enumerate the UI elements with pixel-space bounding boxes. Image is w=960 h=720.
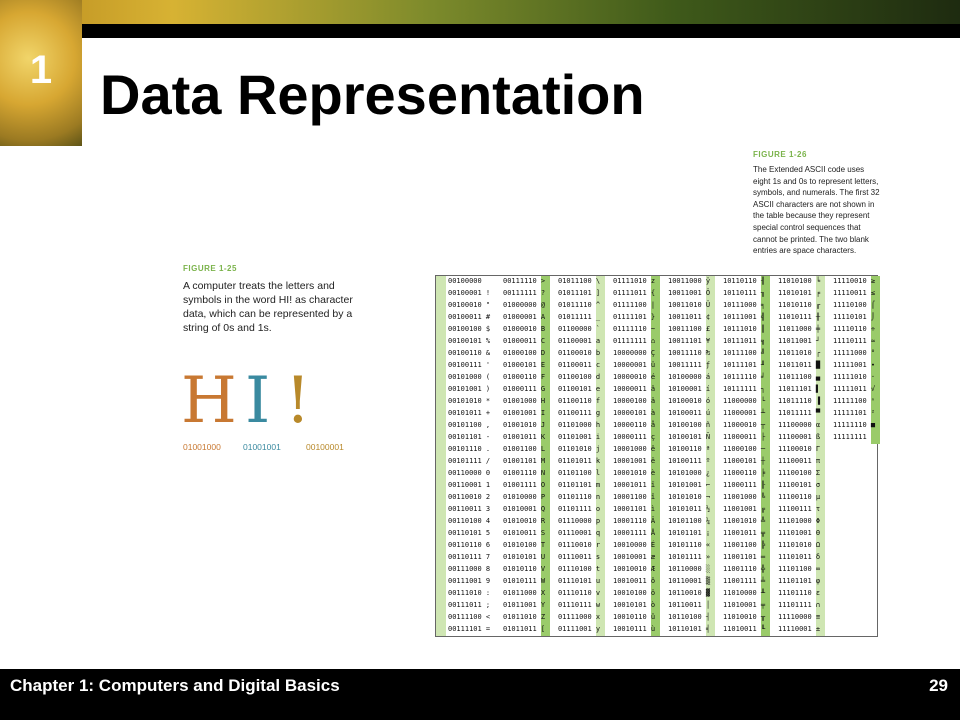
ascii-entry: 10100001 í [668,385,711,393]
ascii-entry: 11001000 ╚ [723,493,766,501]
ascii-entry: 11110111 ≈ [833,337,876,345]
figure-caption: A computer treats the letters and symbols in the word HI! as character data, which can be represented by a string of 0s and 1s. [183,280,353,334]
ascii-entry: 11100101 σ [778,481,821,489]
ascii-entry: 11100000 α [778,421,821,429]
ascii-column [721,276,776,636]
ascii-entry: 00111010 : [448,589,491,597]
ascii-entry: 01100011 c [558,361,601,369]
ascii-entry: 11010110 ╓ [778,301,821,309]
ascii-entry: 01000001 A [503,313,546,321]
ascii-entry: 00100001 ! [448,289,491,297]
ascii-entry: 00111100 < [448,613,491,621]
ascii-entry: 11110101 ⌡ [833,313,876,321]
ascii-entry: 10100110 ª [668,445,711,453]
ascii-entry: 11111111 [833,433,867,441]
slide-title: Data Representation [100,63,645,126]
ascii-entry: 11100111 τ [778,505,821,513]
ascii-entry: 11001011 ╦ [723,529,766,537]
ascii-entry: 11101110 ε [778,589,821,597]
letter-i: I [245,364,271,438]
ascii-entry: 01001110 N [503,469,546,477]
ascii-column [611,276,666,636]
ascii-entry: 10111010 ║ [723,325,766,333]
ascii-entry: 11101101 φ [778,577,821,585]
ascii-entry: 01110100 t [558,565,601,573]
header-bar [80,24,960,38]
ascii-entry: 01010000 P [503,493,546,501]
ascii-entry: 00111001 9 [448,577,491,585]
ascii-entry: 01001101 M [503,457,546,465]
ascii-entry: 10110101 ╡ [668,625,711,633]
ascii-entry: 10000101 à [613,409,656,417]
ascii-entry: 01010110 V [503,565,546,573]
ascii-entry: 11000011 ├ [723,433,766,441]
ascii-entry: 01101000 h [558,421,601,429]
ascii-entry: 11000000 └ [723,397,766,405]
ascii-entry: 10101010 ¬ [668,493,711,501]
ascii-entry: 00111101 = [448,625,491,633]
ascii-entry: 10000111 ç [613,433,656,441]
ascii-entry: 10111111 ┐ [723,385,766,393]
ascii-table [435,275,878,637]
ascii-entry: 01111011 { [613,289,656,297]
ascii-entry: 00111011 ; [448,601,491,609]
ascii-entry: 01100110 f [558,397,601,405]
ascii-entry: 10001100 î [613,493,656,501]
ascii-entry: 10100010 ó [668,397,711,405]
ascii-entry: 10000001 ü [613,361,656,369]
ascii-entry: 01011101 ] [558,289,601,297]
bits-exclamation: 00100001 [306,442,344,452]
ascii-entry: 11101000 Φ [778,517,821,525]
ascii-entry: 10011001 Ö [668,289,711,297]
ascii-entry: 10100000 á [668,373,711,381]
ascii-entry: 00100011 # [448,313,491,321]
ascii-entry: 11011101 ▌ [778,385,821,393]
ascii-entry: 01111110 ~ [613,325,656,333]
ascii-entry: 11111011 √ [833,385,876,393]
ascii-entry: 01011010 Z [503,613,546,621]
ascii-entry: 01000101 E [503,361,546,369]
ascii-entry: 11011011 █ [778,361,821,369]
ascii-entry: 10010101 ò [613,601,656,609]
ascii-entry: 01010001 Q [503,505,546,513]
ascii-entry: 10111101 ╜ [723,361,766,369]
ascii-entry: 10010010 Æ [613,565,656,573]
ascii-entry: 00110011 3 [448,505,491,513]
ascii-entry: 01010101 U [503,553,546,561]
ascii-entry: 01110011 s [558,553,601,561]
figure-1-26 [753,150,883,257]
ascii-entry: 11001010 ╩ [723,517,766,525]
ascii-entry: 00110100 4 [448,517,491,525]
footer-chapter-title: Chapter 1: Computers and Digital Basics [10,676,340,695]
ascii-entry: 01001010 J [503,421,546,429]
letter-h: H [181,364,237,438]
column-stripe [436,276,446,636]
bits-i: 01001001 [243,442,281,452]
ascii-entry: 10101101 ¡ [668,529,711,537]
ascii-entry: 10010011 ô [613,577,656,585]
ascii-entry: 00101011 + [448,409,491,417]
ascii-entry: 01110000 p [558,517,601,525]
ascii-entry: 11011010 ┌ [778,349,821,357]
ascii-entry: 11010000 ╨ [723,589,766,597]
ascii-entry: 11111000 ° [833,349,876,357]
ascii-entry: 11111101 ² [833,409,876,417]
ascii-entry: 01001000 H [503,397,546,405]
ascii-entry: 11101010 Ω [778,541,821,549]
ascii-entry: 11010101 ╒ [778,289,821,297]
ascii-entry: 01011110 ^ [558,301,601,309]
ascii-entry: 11110001 ± [778,625,821,633]
ascii-entry: 01011011 [ [503,625,546,633]
ascii-entry: 01001001 I [503,409,546,417]
ascii-entry: 10100100 ñ [668,421,711,429]
ascii-entry: 10001011 ï [613,481,656,489]
ascii-entry: 11101011 δ [778,553,821,561]
ascii-entry: 00110110 6 [448,541,491,549]
ascii-entry: 01100001 a [558,337,601,345]
ascii-entry: 01101111 o [558,505,601,513]
ascii-entry: 10011110 ₧ [668,349,711,357]
ascii-entry: 11011110 ▐ [778,397,821,405]
ascii-column [666,276,721,636]
ascii-entry: 00110000 0 [448,469,491,477]
ascii-entry: 01000110 F [503,373,546,381]
ascii-entry: 11010111 ╫ [778,313,821,321]
ascii-entry: 01110010 r [558,541,601,549]
ascii-entry: 11111110 ■ [833,421,876,429]
ascii-entry: 01100000 ` [558,325,601,333]
ascii-entry: 00110010 2 [448,493,491,501]
ascii-entry: 11001110 ╬ [723,565,766,573]
ascii-column [831,276,886,636]
ascii-entry: 01110101 u [558,577,601,585]
ascii-entry: 00101110 . [448,445,491,453]
ascii-entry: 00101010 * [448,397,491,405]
ascii-entry: 00111110 > [503,277,546,285]
ascii-entry: 01010100 T [503,541,546,549]
ascii-entry: 11010011 ╙ [723,625,766,633]
figure-caption: The Extended ASCII code uses eight 1s and 0s to represent letters, symbols, and numerals. The first 32 ASCII characters are not shown in the table because they represent special control sequences that cannot be printed. The two blank entries are space characters. [753,165,880,256]
ascii-entry: 00111111 ? [503,289,546,297]
ascii-entry: 11110011 ≤ [833,289,876,297]
ascii-entry: 11101100 ∞ [778,565,821,573]
ascii-entry: 01001111 O [503,481,546,489]
ascii-entry: 01111000 x [558,613,601,621]
ascii-entry: 10101111 » [668,553,711,561]
ascii-entry: 11011000 ╪ [778,325,821,333]
ascii-entry: 00100110 & [448,349,491,357]
figure-label: FIGURE 1-26 [753,150,807,159]
ascii-entry: 01111001 y [558,625,601,633]
ascii-entry: 11100100 Σ [778,469,821,477]
ascii-column [556,276,611,636]
ascii-entry: 11110100 ⌠ [833,301,876,309]
ascii-entry: 01111100 | [613,301,656,309]
ascii-entry: 11111010 · [833,373,876,381]
ascii-entry: 01010011 S [503,529,546,537]
ascii-entry: 10111001 ╣ [723,313,766,321]
ascii-entry: 01111111 ⌂ [613,337,656,345]
ascii-entry: 01000010 B [503,325,546,333]
ascii-entry: 01000100 D [503,349,546,357]
ascii-entry: 10000011 â [613,385,656,393]
ascii-entry: 11110110 ÷ [833,325,876,333]
ascii-entry: 10101000 ¿ [668,469,711,477]
ascii-entry: 01110111 w [558,601,601,609]
ascii-entry: 10011111 ƒ [668,361,711,369]
ascii-entry: 11000110 ╞ [723,469,766,477]
ascii-entry: 00110101 5 [448,529,491,537]
ascii-entry: 01011100 \ [558,277,601,285]
ascii-entry: 11100110 µ [778,493,821,501]
ascii-entry: 10010110 û [613,613,656,621]
ascii-entry: 00101100 , [448,421,491,429]
ascii-entry: 10110010 ▓ [668,589,711,597]
ascii-entry: 10001001 ë [613,457,656,465]
ascii-entry: 10110110 ╢ [723,277,766,285]
ascii-entry: 00110001 1 [448,481,491,489]
ascii-entry: 11001100 ╠ [723,541,766,549]
ascii-entry: 10011100 £ [668,325,711,333]
ascii-entry: 10010111 ù [613,625,656,633]
ascii-entry: 01101101 m [558,481,601,489]
ascii-entry: 00101001 ) [448,385,491,393]
ascii-entry: 01010111 W [503,577,546,585]
ascii-entry: 10100101 Ñ [668,433,711,441]
ascii-entry: 11010010 ╥ [723,613,766,621]
ascii-entry: 10001000 ê [613,445,656,453]
ascii-entry: 11000010 ┬ [723,421,766,429]
ascii-entry: 10110100 ┤ [668,613,711,621]
ascii-entry: 11010100 ╘ [778,277,821,285]
bits-h: 01001000 [183,442,221,452]
ascii-entry: 11100011 π [778,457,821,465]
ascii-entry: 11010001 ╤ [723,601,766,609]
ascii-entry: 11000001 ┴ [723,409,766,417]
ascii-entry: 00100010 " [448,301,491,309]
ascii-entry: 10011101 ¥ [668,337,711,345]
ascii-entry: 11001111 ╧ [723,577,766,585]
ascii-entry: 01000000 @ [503,301,546,309]
ascii-entry: 00101101 - [448,433,491,441]
ascii-entry: 11001101 ═ [723,553,766,561]
ascii-entry: 00111000 8 [448,565,491,573]
ascii-entry: 10000110 å [613,421,656,429]
ascii-entry: 10111100 ╝ [723,349,766,357]
ascii-entry: 11111001 ∙ [833,361,876,369]
ascii-entry: 11011001 ┘ [778,337,821,345]
ascii-entry: 11000101 ┼ [723,457,766,465]
ascii-column [501,276,556,636]
ascii-entry: 00101111 / [448,457,491,465]
ascii-entry: 10011000 ÿ [668,277,711,285]
ascii-entry: 01101010 j [558,445,601,453]
ascii-entry: 10000100 ä [613,397,656,405]
chapter-number: 1 [29,48,53,92]
ascii-entry: 11011100 ▄ [778,373,821,381]
figure-label: FIGURE 1-25 [183,264,237,273]
ascii-entry: 11000100 ─ [723,445,766,453]
ascii-entry: 01101001 i [558,433,601,441]
ascii-entry: 11011111 ▀ [778,409,821,417]
ascii-entry: 10010000 É [613,541,656,549]
ascii-entry: 10110001 ▒ [668,577,711,585]
ascii-entry: 11101111 ∩ [778,601,821,609]
ascii-entry: 10001111 Å [613,529,656,537]
ascii-entry: 01111010 z [613,277,656,285]
ascii-entry: 01000011 C [503,337,546,345]
ascii-entry: 10001101 ì [613,505,656,513]
ascii-entry: 10111000 ╕ [723,301,766,309]
ascii-entry: 11111100 ⁿ [833,397,876,405]
ascii-entry: 01100111 g [558,409,601,417]
ascii-entry: 10100011 ú [668,409,711,417]
ascii-entry: 10110111 ╖ [723,289,766,297]
ascii-entry: 10001010 è [613,469,656,477]
letter-exclamation: ! [285,364,311,438]
ascii-entry: 10000010 é [613,373,656,381]
ascii-entry: 10100111 º [668,457,711,465]
figure-1-25 [183,264,358,335]
ascii-entry: 01011001 Y [503,601,546,609]
ascii-entry: 01011111 _ [558,313,601,321]
ascii-entry: 10011011 ¢ [668,313,711,321]
ascii-entry: 10001110 Ä [613,517,656,525]
ascii-entry: 00110111 7 [448,553,491,561]
page-number: 29 [929,676,948,695]
ascii-entry: 01110110 v [558,589,601,597]
ascii-entry: 00100000 [448,277,482,285]
ascii-entry: 10110000 ░ [668,565,711,573]
ascii-entry: 10111110 ╛ [723,373,766,381]
ascii-column [776,276,831,636]
ascii-entry: 00100111 ' [448,361,491,369]
ascii-entry: 10000000 Ç [613,349,656,357]
ascii-entry: 01101100 l [558,469,601,477]
ascii-entry: 01100101 e [558,385,601,393]
ascii-entry: 01101011 k [558,457,601,465]
ascii-entry: 11101001 Θ [778,529,821,537]
ascii-entry: 01001100 L [503,445,546,453]
ascii-entry: 11110000 ≡ [778,613,821,621]
ascii-entry: 11100010 Γ [778,445,821,453]
ascii-entry: 01000111 G [503,385,546,393]
ascii-entry: 01100010 b [558,349,601,357]
ascii-entry: 10101001 ⌐ [668,481,711,489]
ascii-entry: 00101000 ( [448,373,491,381]
ascii-entry: 11001001 ╔ [723,505,766,513]
ascii-entry: 10101110 « [668,541,711,549]
ascii-entry: 01001011 K [503,433,546,441]
ascii-entry: 01110001 q [558,529,601,537]
ascii-entry: 10110011 │ [668,601,711,609]
ascii-entry: 01011000 X [503,589,546,597]
ascii-entry: 01100100 d [558,373,601,381]
ascii-entry: 11110010 ≥ [833,277,876,285]
ascii-entry: 10101011 ½ [668,505,711,513]
ascii-entry: 11000111 ╟ [723,481,766,489]
ascii-column [436,276,501,636]
ascii-entry: 10111011 ╗ [723,337,766,345]
ascii-entry: 10101100 ¼ [668,517,711,525]
ascii-entry: 01101110 n [558,493,601,501]
ascii-entry: 11100001 ß [778,433,821,441]
ascii-entry: 10010100 ö [613,589,656,597]
ascii-entry: 00100101 % [448,337,491,345]
ascii-entry: 01010010 R [503,517,546,525]
ascii-entry: 10011010 Ü [668,301,711,309]
ascii-entry: 10010001 æ [613,553,656,561]
ascii-entry: 00100100 $ [448,325,491,333]
ascii-entry: 01111101 } [613,313,656,321]
